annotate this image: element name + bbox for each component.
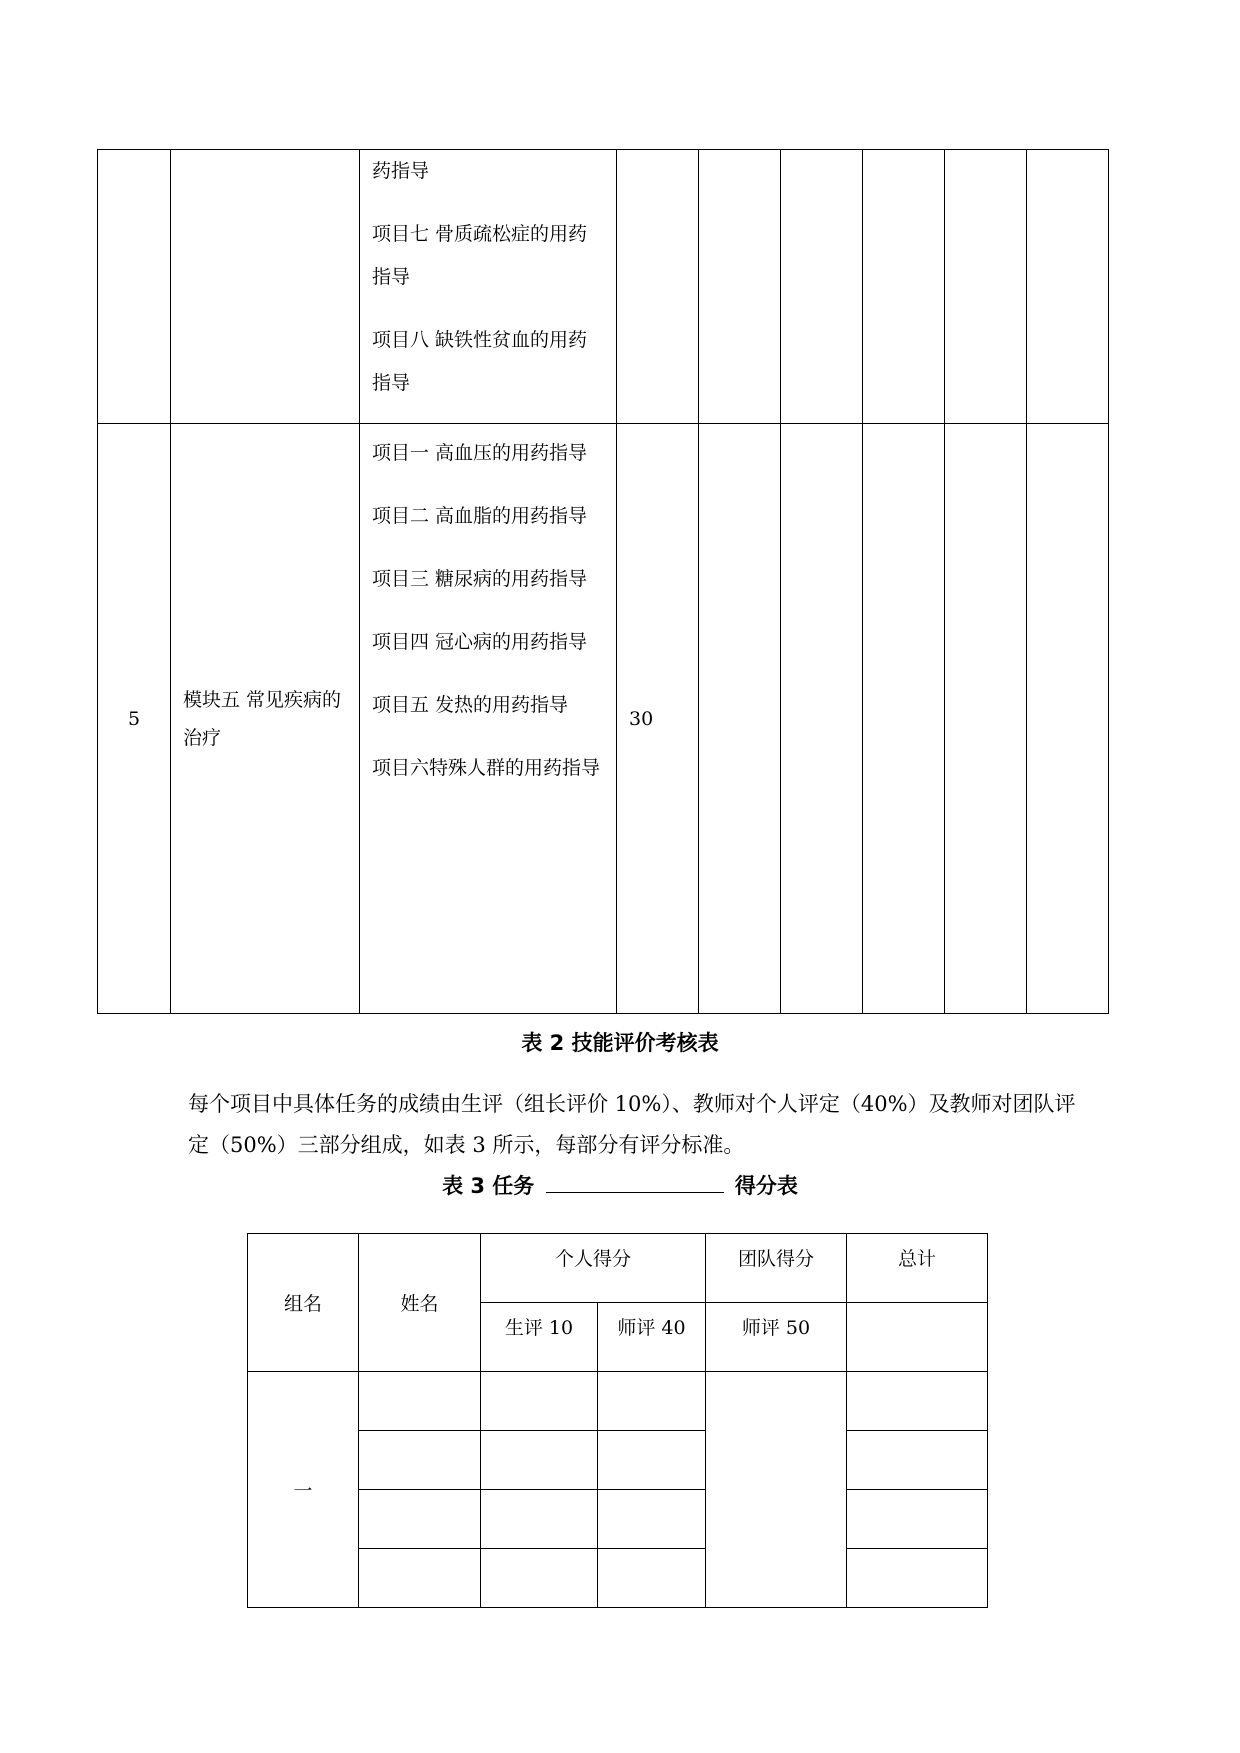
project-item: 项目八 缺铁性贫血的用药指导: [372, 329, 588, 394]
empty-cell: [847, 1549, 988, 1608]
project-item: 项目四 冠心病的用药指导: [372, 631, 588, 653]
module-cell: [171, 150, 360, 424]
hours-cell: [617, 150, 699, 424]
empty-cell: [863, 424, 945, 1014]
score-table: [247, 1233, 988, 1608]
table3-caption-prefix: 表 3 任务: [442, 1174, 535, 1198]
team-score-cell: [706, 1372, 847, 1608]
table-row: [248, 1372, 988, 1431]
empty-cell: [1027, 424, 1109, 1014]
empty-cell: [1027, 150, 1109, 424]
teacher-individual-header: 师评 40: [598, 1303, 706, 1372]
hours-cell: 30: [617, 424, 699, 1014]
table3-caption: [0, 1170, 1240, 1200]
project-item: 项目三 糖尿病的用药指导: [372, 568, 588, 590]
empty-cell: [481, 1372, 598, 1431]
teacher-team-header: 师评 50: [706, 1303, 847, 1372]
project-item: 项目二 高血脂的用药指导: [372, 505, 588, 527]
peer-score-header: 生评 10: [481, 1303, 598, 1372]
empty-cell: [699, 150, 781, 424]
table2-caption: 表 2 技能评价考核表: [521, 1031, 719, 1055]
empty-cell: [481, 1549, 598, 1608]
table-row: [248, 1234, 988, 1303]
items-cell: [360, 424, 617, 1014]
module-cell: 模块五 常见疾病的治疗: [171, 424, 360, 1014]
empty-cell: [598, 1490, 706, 1549]
row-number-cell: [98, 150, 171, 424]
project-item: 项目一 高血压的用药指导: [372, 442, 588, 464]
empty-cell: [945, 424, 1027, 1014]
empty-cell: [481, 1431, 598, 1490]
empty-cell: [781, 424, 863, 1014]
table-row: [248, 1490, 988, 1549]
project-item: 药指导: [372, 160, 430, 182]
empty-cell: [781, 150, 863, 424]
empty-cell: [847, 1372, 988, 1431]
table-row: [98, 150, 1109, 424]
project-item: 项目六特殊人群的用药指导: [372, 757, 601, 779]
empty-cell: [863, 150, 945, 424]
table-row: [248, 1549, 988, 1608]
row-number-cell: 5: [98, 424, 171, 1014]
empty-cell: [359, 1431, 481, 1490]
empty-cell: [847, 1490, 988, 1549]
table-row: [248, 1431, 988, 1490]
individual-score-header: 个人得分: [481, 1234, 706, 1303]
items-cell: [360, 150, 617, 424]
name-header: 姓名: [359, 1234, 481, 1372]
project-item: 项目七 骨质疏松症的用药指导: [372, 223, 588, 288]
table3-caption-suffix: 得分表: [734, 1174, 798, 1198]
empty-cell: [359, 1490, 481, 1549]
empty-cell: [945, 150, 1027, 424]
table-row: [98, 424, 1109, 1014]
total-header: 总计: [847, 1234, 988, 1303]
team-score-header: 团队得分: [706, 1234, 847, 1303]
empty-cell: [359, 1549, 481, 1608]
project-item: 项目五 发热的用药指导: [372, 694, 569, 716]
empty-cell: [598, 1372, 706, 1431]
empty-cell: [598, 1549, 706, 1608]
empty-cell: [699, 424, 781, 1014]
description-paragraph: 每个项目中具体任务的成绩由生评（组长评价 10%）、教师对个人评定（40%）及教师对团队评定（50%）三部分组成，如表 3 所示，每部分有评分标准。: [188, 1092, 1076, 1157]
group-label: 一: [248, 1372, 359, 1608]
task-name-blank: [546, 1172, 724, 1193]
empty-cell: [598, 1431, 706, 1490]
empty-cell: [847, 1431, 988, 1490]
empty-cell: [359, 1372, 481, 1431]
group-header: 组名: [248, 1234, 359, 1372]
empty-cell: [847, 1303, 988, 1372]
course-table: [97, 149, 1109, 1014]
empty-cell: [481, 1490, 598, 1549]
